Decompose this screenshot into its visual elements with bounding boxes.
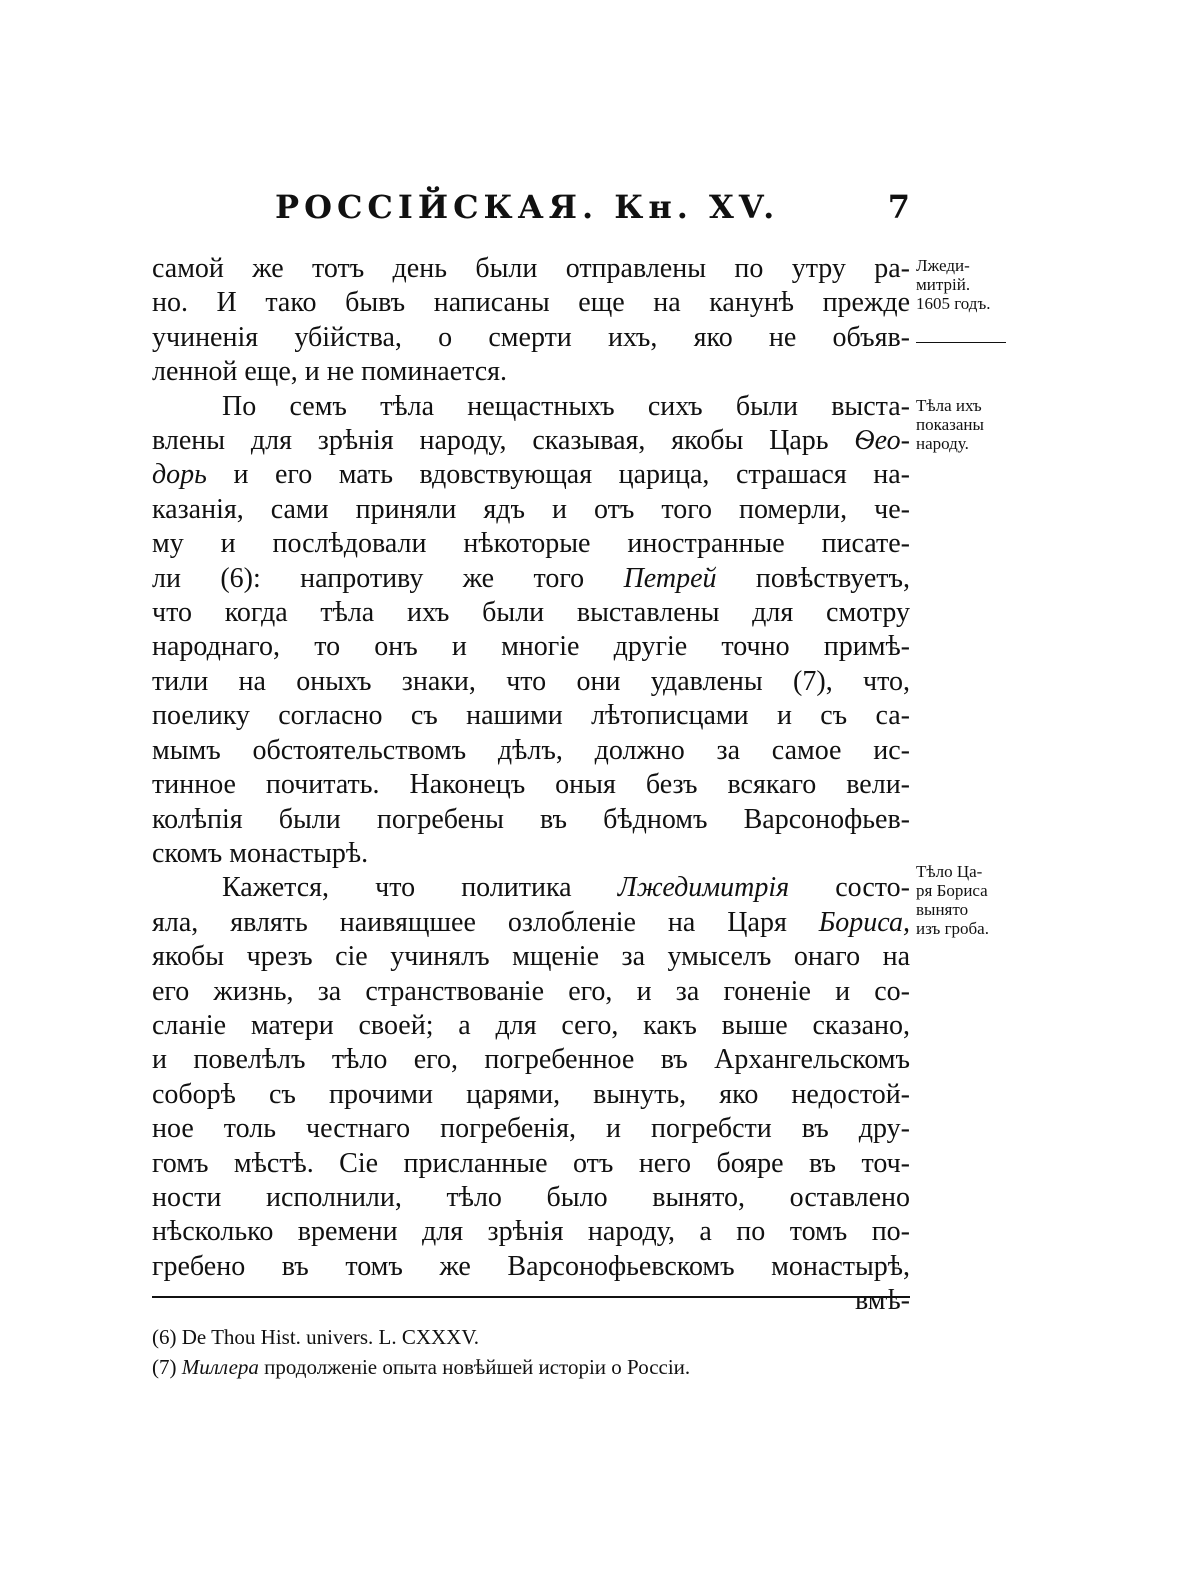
- text-line: [152, 458, 910, 492]
- text-line: [152, 424, 910, 458]
- margin-note-line: изъ гроба.: [916, 919, 989, 938]
- footnotes: [152, 1322, 912, 1382]
- footnote-author: Миллера: [181, 1355, 259, 1379]
- running-title: РОССІЙСКАЯ. Кн. XV.: [275, 188, 780, 226]
- text-line: гребено въ томъ же Варсонофьевскомъ монастырѣ,: [152, 1250, 910, 1282]
- catchword: вмѣ-: [855, 1285, 910, 1317]
- footnote-6: (6) De Thou Hist. univers. L. CXXXV.: [152, 1325, 480, 1349]
- main-text: [152, 252, 910, 1319]
- text-line: тили на оныхъ знаки, что они удавлены (7), что,: [152, 665, 910, 697]
- text-line: колѣпія были погребены въ бѣдномъ Варсонофьев-: [152, 803, 910, 835]
- name-feodor-end: дорь: [152, 459, 207, 491]
- text-line: [152, 871, 910, 905]
- margin-note-line: Лжеди-: [916, 256, 970, 275]
- footnote-divider: [152, 1296, 910, 1298]
- margin-note-line: народу.: [916, 434, 969, 453]
- footnote-7: [152, 1352, 912, 1382]
- text-line: народнаго, то онъ и многіе другіе точно примѣ-: [152, 631, 910, 663]
- text-line: му и послѣдовали нѣкоторые иностранные писате-: [152, 528, 910, 560]
- running-head: [275, 188, 915, 232]
- text-segment: влены для зрѣнія народу, сказывая, якобы Царь: [152, 425, 855, 457]
- footnote-label: (7): [152, 1355, 182, 1379]
- text-line: сланіе матери своей; а для сего, какъ выше сказано,: [152, 1009, 910, 1041]
- text-line: [152, 562, 910, 596]
- text-line: гомъ мѣстѣ. Сіе присланные отъ него бояре въ точ-: [152, 1147, 910, 1179]
- margin-note-line: Тѣла ихъ: [916, 396, 982, 415]
- text-line: тинное почитать. Наконецъ оныя безъ всякаго вели-: [152, 769, 910, 801]
- margin-note-bodies-shown: [916, 396, 1026, 453]
- name-lzhedimitry: Лжедимитрія: [617, 872, 790, 904]
- text-line: его жизнь, за странствованіе его, и за гоненіе и со-: [152, 975, 910, 1007]
- text-line: соборѣ съ прочими царями, вынуть, яко недостой-: [152, 1078, 910, 1110]
- text-segment: яла, являть наивящшее озлобленіе на Царя: [152, 906, 819, 938]
- text-line: что когда тѣла ихъ были выставлены для смотру: [152, 597, 910, 629]
- text-segment: Кажется, что политика: [222, 872, 618, 904]
- text-line: учиненія убійства, о смерти ихъ, яко не объяв-: [152, 321, 910, 353]
- text-line: казанія, сами приняли ядъ и отъ того померли, че-: [152, 493, 910, 525]
- name-petrey: Петрей: [623, 562, 717, 594]
- text-line: мымъ обстоятельствомъ дѣлъ, должно за самое ис-: [152, 734, 910, 766]
- margin-note-boris-body: [916, 862, 1026, 938]
- text-line: якобы чрезъ сіе учинялъ мщеніе за умыселъ онаго на: [152, 941, 910, 973]
- text-line: ленной еще, и не поминается.: [152, 356, 508, 388]
- page-number: 7: [887, 188, 910, 226]
- margin-note-line: ря Бориса: [916, 881, 988, 900]
- text-line: скомъ монастырѣ.: [152, 837, 369, 869]
- text-line: и повелѣлъ тѣло его, погребенное въ Архангельскомъ: [152, 1044, 910, 1076]
- margin-note-line: митрій.: [916, 275, 971, 294]
- text-segment: ли (6): напротиву же того: [152, 562, 624, 594]
- margin-note-line: вынято: [916, 900, 969, 919]
- text-line: ности исполнили, тѣло было вынято, оставлено: [152, 1181, 910, 1213]
- name-feodor: Ѳео-: [854, 425, 910, 457]
- text-line: По семъ тѣла нещастныхъ сихъ были выста-: [222, 390, 910, 422]
- text-segment: повѣствуетъ,: [716, 562, 911, 594]
- text-segment: и его мать вдовствующая царица, страшася на-: [206, 459, 910, 491]
- margin-note-line: Тѣло Ца-: [916, 862, 983, 881]
- text-line: но. И тако бывъ написаны еще на канунѣ прежде: [152, 287, 910, 319]
- text-line: ное толь честнаго погребенія, и погребсти въ дру-: [152, 1113, 910, 1145]
- name-boris: Бориса,: [818, 906, 910, 938]
- margin-note-rule: [916, 342, 1006, 343]
- text-segment: состо-: [789, 872, 910, 904]
- footnote-text: продолженіе опыта новѣйшей исторіи о Россіи.: [258, 1355, 691, 1379]
- margin-note-lzhedimitry: [916, 256, 1026, 313]
- text-line: [152, 906, 910, 940]
- text-line: поелику согласно съ нашими лѣтописцами и съ са-: [152, 700, 910, 732]
- text-line: нѣсколько времени для зрѣнія народу, а по томъ по-: [152, 1216, 910, 1248]
- margin-note-line: 1605 годъ.: [916, 294, 991, 313]
- text-line: самой же тотъ день были отправлены по утру ра-: [152, 253, 910, 284]
- margin-note-line: показаны: [916, 415, 984, 434]
